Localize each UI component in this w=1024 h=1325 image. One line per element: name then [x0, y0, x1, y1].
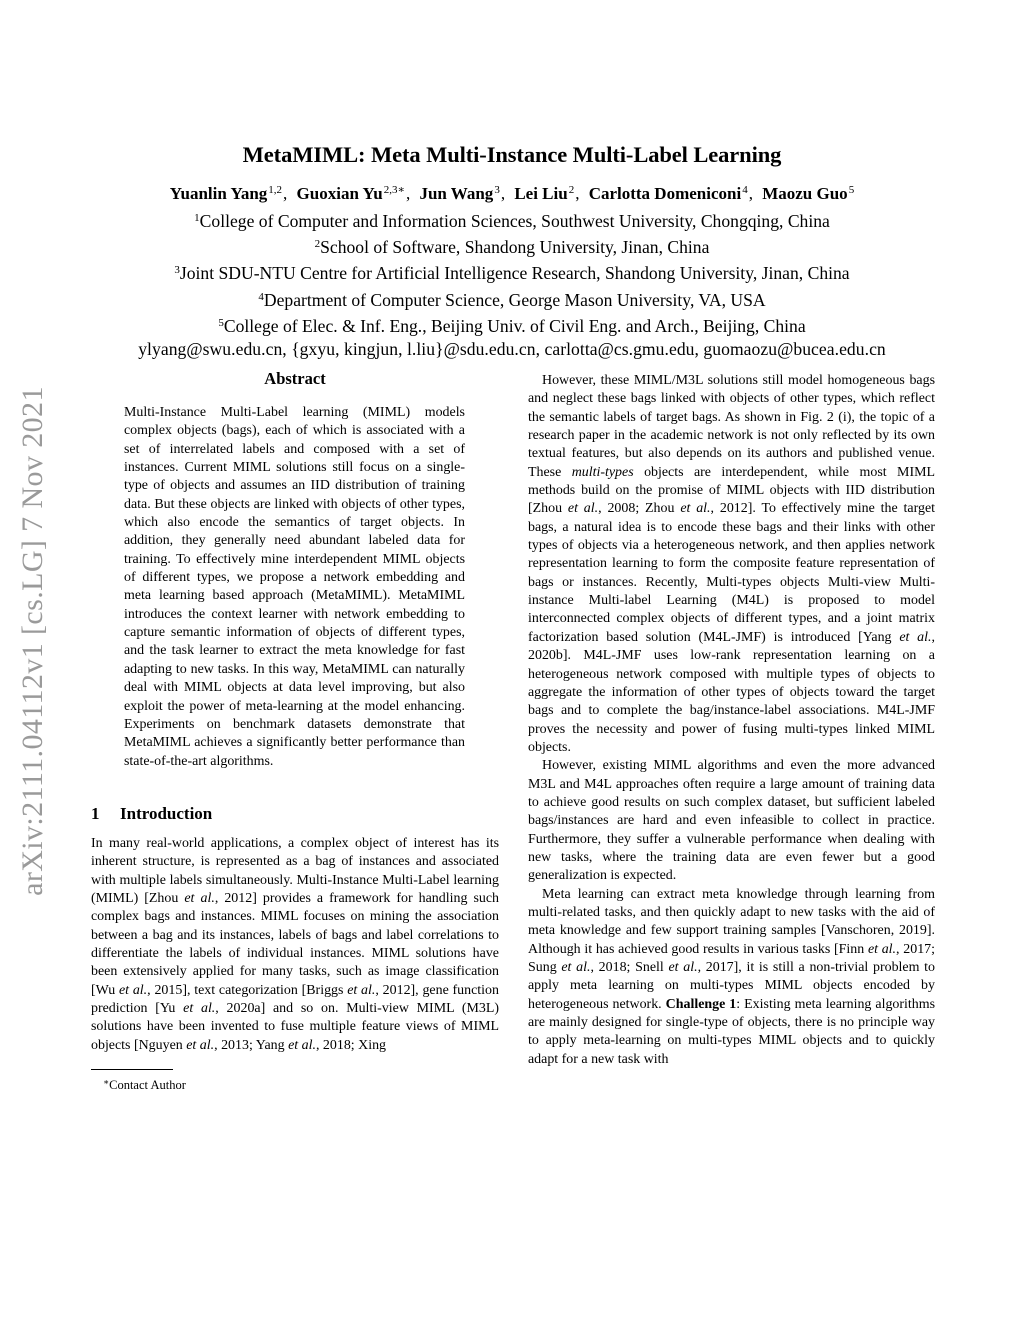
section-heading: 1 Introduction [91, 803, 213, 823]
affiliation: $^2$School of Software, Shandong University, Jinan, China [314, 237, 710, 258]
abstract-heading: Abstract [264, 369, 326, 388]
author-name: Jun Wang$^3$ [419, 184, 500, 203]
intro-paragraph: Meta learning can extract meta knowledge through learning from multi-related tasks, and then quickly adapt to new tasks with the aid of meta knowledge and few support training samples [Vanschoren, 2019]. Although it has achieved good results in various tasks [Finn et al., 2017; Sung et al., 2018; Snell et al., 2017], it is still a non-trivial problem to apply meta learning on multi-types MIML objects encoded by heterogeneous network. Challenge 1: Existing meta learning algorithms are mainly designed for single-type of objects, there is no principle way to apply meta-learning on multi-types MIML objects and to quickly adapt for a new task with [528, 886, 936, 1067]
intro-paragraph: In many real-world applications, a complex object of interest has its inherent structure, is represented as a bag of instances and associated with multiple labels simultaneously. Multi-Instance Multi-Label learning (MIML) [Zhou et al., 2012] provides a framework for handling such complex bags and instances. MIML focuses on mining the association between a bag and its instances, labels of bags and label correlations to differentiate the labels of individual instances. MIML solutions have been extensively applied for many tasks, such as image classification [Wu et al., 2015], text categorization [Briggs et al., 2012], gene function prediction [Yu et al., 2020a] and so on. Multi-view MIML (M3L) solutions have been invented to fuse multiple feature views of MIML objects [Nguyen et al., 2013; Yang et al., 2018; Xing [91, 835, 499, 1053]
affiliation: $^1$College of Computer and Information Sciences, Southwest University, Chongqing, China [194, 211, 830, 231]
affiliation: $^4$Department of Computer Science, George Mason University, VA, USA [258, 289, 766, 310]
author-name: Guoxian $Yu^{2,3∗}$ [296, 184, 405, 203]
author-emails: ylyang@swu.edu.cn, {gxyu, kingjun, l.liu}@sdu.edu.cn, carlotta@cs.gmu.edu, guomaozu@bucea.edu.cn [138, 339, 886, 360]
intro-paragraph: However, these MIML/M3L solutions still model homogeneous bags and neglect these bags linked with objects of other types, which reflect the semantic labels of target bags. As shown in Fig. 2 (i), the topic of a research paper in the academic network is not only reflected by its own textual features, but also depends on its authors and published venue. These multi-types objects are interdependent, while most MIML methods build on the promise of MIML objects with IID distribution [Zhou et al., 2008; Zhou et al., 2012]. To effectively mine the target bags, a natural idea is to encode these bags and their links with other types of objects via a heterogeneous network, and then applies network representation learning to form the composite feature representation of bags or instances. Recently, Multi-types objects Multi-view Multi-instance Multi-label Learning (M4L) is proposed to model interconnected complex objects of different types, and a joint matrix factorization based solution (M4L-JMF) is introduced [Yang et al., 2020b]. M4L-JMF uses low-rank representation learning on a heterogeneous network composed with multiple types of objects to aggregate the information of other types of objects toward the target bags and to complete the bag/instance-label associations. M4L-JMF proves the necessity and power of fusing multi-types linked MIML objects. [528, 373, 936, 755]
intro-paragraph: However, existing MIML algorithms and even the more advanced M3L and M4L approaches often require a large amount of training data to achieve good results on such complex dataset, but sufficient labeled bags/instances are hard and even infeasible to collect in practice. Furthermore, they suffer a vulnerable performance when dealing with new tasks, where the training data are even fewer but a good generalization is expected. [528, 758, 935, 884]
footnote-rule [91, 1069, 173, 1070]
author-name: Lei Liu$^2$ [514, 184, 575, 203]
para1-tail: , 2018; Xing [315, 1037, 387, 1053]
paper-title: MetaMIML: Meta Multi-Instance Multi-Label Learning [242, 142, 782, 167]
author-name: Maozu Guo$^5$ [762, 184, 855, 203]
abstract-text: Multi-Instance Multi-Label learning (MIML) models complex objects (bags), each of which is associated with a set of interrelated labels and composed with a set of instances. Current MIML solutions still focus on a single-type of objects and assumes an IID distribution of training data. But these objects are linked with objects of other types, which also encode the semantics of target objects. In addition, they generally need abundant labeled data for training. To effectively mine interdependent MIML objects of different types, we propose a network embedding and meta learning based approach (MetaMIML). MetaMIML introduces the context learner with network embedding to capture semantic information of objects of different types, and the task learner to extract the meta knowledge for fast adapting to new tasks. In this way, MetaMIML can naturally deal with MIML objects at data level improving, but also exploit the power of meta-learning at the model enhancing. Experiments on benchmark datasets demonstrate that MetaMIML achieves a significantly better performance than state-of-the-art algorithms. [124, 405, 465, 769]
author-name: Carlotta Domeniconi$^4$ [588, 184, 748, 203]
affiliation: $^5$College of Elec. & Inf. Eng., Beijing Univ. of Civil Eng. and Arch., Beijing, China [218, 315, 806, 336]
footnote: ∗Contact Author [103, 1077, 186, 1092]
author-name: Yuanlin Yang$^{1,2}$ [169, 184, 283, 203]
affiliation: $^3$Joint SDU-NTU Centre for Artificial Intelligence Research, Shandong University, Jinan, China [174, 263, 850, 284]
affiliation-list [0, 207, 1024, 361]
author-list: Yuanlin Yang$^{1,2}$, Guoxian $Yu^{2,3∗}$, Jun Wang$^3$, Lei Liu$^2$, Carlotta Domeniconi$^4$, Maozu Guo$^5$ [169, 184, 855, 203]
left-column [91, 369, 499, 1093]
right-column [528, 372, 935, 1069]
arxiv-watermark: arXiv:2111.04112v1 [cs.LG] 7 Nov 2021 [16, 386, 49, 896]
